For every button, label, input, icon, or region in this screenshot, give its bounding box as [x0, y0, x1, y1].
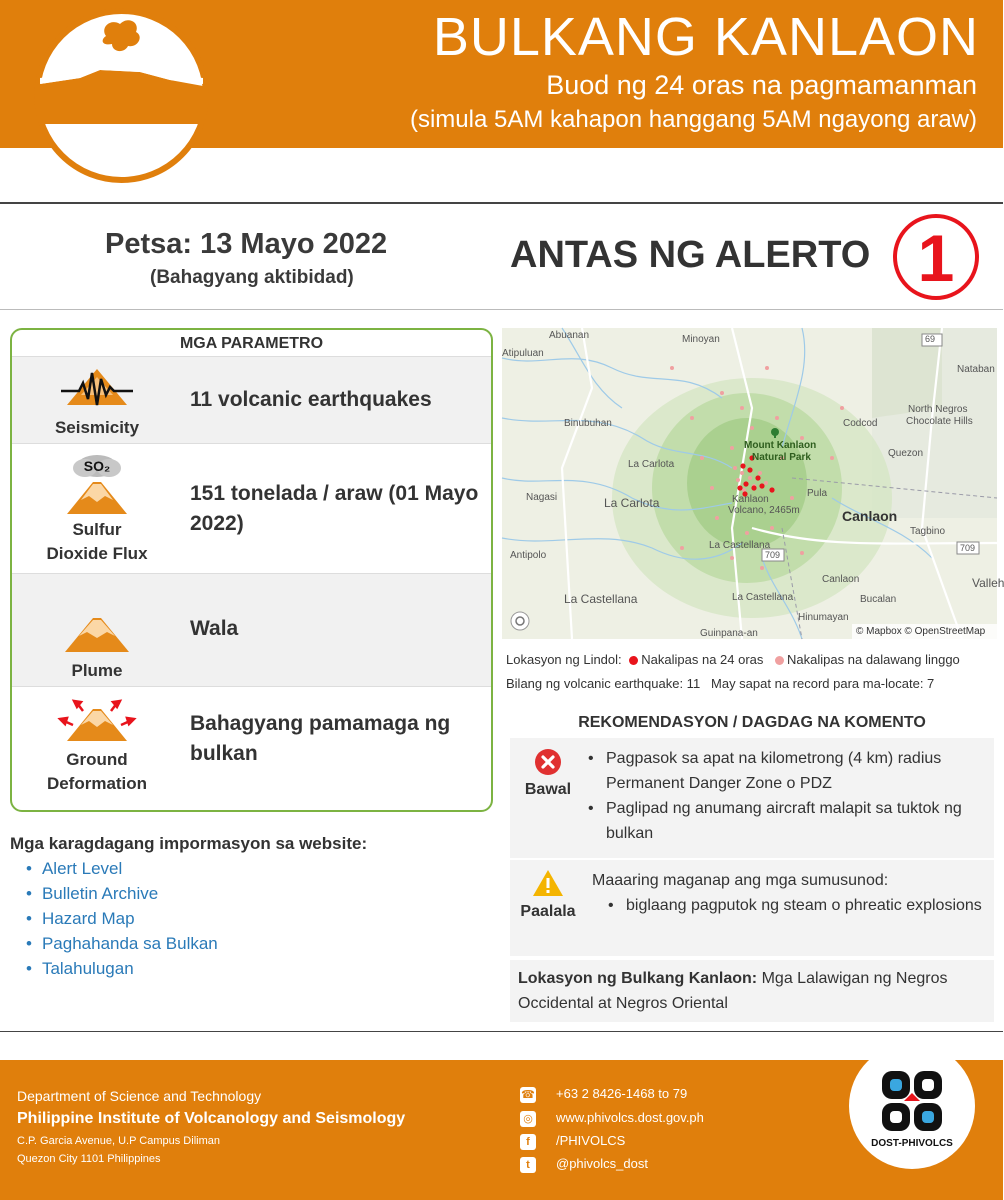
map-label: Codcod: [843, 418, 878, 429]
parameter-value: Wala: [190, 617, 239, 640]
volcano-logo-icon: [34, 8, 209, 183]
parameters-panel: [10, 328, 493, 812]
parameter-label: Sulfur Dioxide Flux: [46, 520, 148, 563]
parameter-label: Ground Deformation: [46, 750, 148, 793]
map-label: Chocolate Hills: [906, 416, 973, 427]
map-label: La Carlota: [628, 459, 675, 470]
seismograph-icon: [61, 365, 133, 411]
footer-facebook[interactable]: /PHIVOLCS: [556, 1133, 626, 1148]
logo-text: DOST-PHIVOLCS: [871, 1138, 953, 1149]
location-label: Lokasyon ng Bulkang Kanlaon:: [518, 970, 758, 987]
map-label: 709: [960, 543, 976, 553]
volcano-location: [510, 960, 994, 1022]
map-attribution[interactable]: © Mapbox © OpenStreetMap: [856, 626, 986, 637]
bulletin-date: Petsa: 13 Mayo 2022: [105, 228, 388, 260]
page-subtitle: Buod ng 24 oras na pagmamanman: [546, 70, 977, 100]
map-label: Abuanan: [549, 330, 590, 341]
earthquake-count: Bilang ng volcanic earthquake: 11 May sapat na record para ma-locate: 7: [506, 676, 935, 691]
paalala-item: • biglaang pagputok ng steam o phreatic explosions: [606, 893, 986, 918]
map-label: Nataban: [957, 364, 995, 375]
recommendations-title: REKOMENDASYON / DAGDAG NA KOMENTO: [578, 714, 926, 731]
map-label: Natural Park: [752, 452, 811, 463]
paalala-label: Paalala: [520, 903, 576, 920]
map-label: Guinpana-an: [700, 628, 758, 639]
bawal-label: Bawal: [524, 781, 572, 798]
deformation-volcano-icon: [59, 699, 135, 743]
legend-recent: Nakalipas na 24 oras: [641, 652, 764, 667]
page-title: BULKANG KANLAON: [432, 7, 979, 67]
activity-level: (Bahagyang aktibidad): [150, 267, 354, 288]
legend-recent-dot: [629, 656, 638, 665]
phivolcs-emblem-icon: [849, 1043, 975, 1169]
map-label: Bucalan: [860, 594, 897, 605]
alert-level-label: ANTAS NG ALERTO: [510, 234, 871, 276]
map-label: Tagbino: [910, 526, 946, 537]
map-label: Mount Kanlaon: [744, 440, 817, 451]
earthquake-map[interactable]: [502, 328, 1004, 639]
so2-badge: SO₂: [83, 458, 111, 474]
phivolcs-logo: [849, 1043, 975, 1169]
more-info-title: Mga karagdagang impormasyon sa website:: [10, 834, 368, 853]
link-talahulugan[interactable]: • Talahulugan: [26, 956, 218, 981]
map-label: Binubuhan: [564, 418, 612, 429]
parameter-value: 11 volcanic earthquakes: [190, 388, 432, 411]
link-hazard-map[interactable]: • Hazard Map: [26, 906, 218, 931]
map-label: Canlaon: [822, 574, 860, 585]
parameter-row-deformation: [12, 686, 491, 812]
parameter-value: 151 tonelada / araw (01 Mayo 2022): [190, 482, 479, 535]
map-label: Valleh: [972, 576, 1004, 590]
header-divider: [0, 202, 1003, 204]
map-label: Canlaon: [842, 508, 898, 524]
parameter-row-plume: [12, 573, 491, 686]
parameter-value: Bahagyang pamamaga ng bulkan: [190, 712, 451, 765]
map-label: La Carlota: [604, 496, 660, 510]
footer-phone: +63 2 8426-1468 to 79: [556, 1086, 688, 1101]
section-divider: [0, 309, 1003, 310]
legend-older-dot: [775, 656, 784, 665]
map-label: La Castellana: [709, 540, 771, 551]
alert-level-badge: 1: [893, 214, 979, 300]
footer-divider: [0, 1031, 1003, 1032]
monitoring-period: (simula 5AM kahapon hanggang 5AM ngayong araw): [409, 106, 977, 133]
map-label: Pula: [807, 488, 828, 499]
bawal-block: [510, 738, 994, 858]
parameter-label: Plume: [71, 661, 123, 680]
prohibited-icon: [534, 748, 562, 776]
parameter-row-seismicity: [12, 356, 491, 443]
legend-older: Nakalipas na dalawang linggo: [787, 652, 960, 667]
footer-twitter[interactable]: @phivolcs_dost: [556, 1156, 648, 1171]
map-label: Kanlaon: [732, 494, 769, 505]
map-label: Hinumayan: [798, 612, 849, 623]
warning-icon: [532, 868, 564, 898]
footer-website[interactable]: www.phivolcs.dost.gov.ph: [556, 1110, 704, 1125]
link-bulletin-archive[interactable]: • Bulletin Archive: [26, 881, 218, 906]
map-label: Minoyan: [682, 334, 720, 345]
map-label: Quezon: [888, 448, 924, 459]
map-label: North Negros: [908, 404, 968, 415]
footer-address: Quezon City 1101 Philippines: [17, 1153, 161, 1165]
map-legend: [506, 652, 960, 667]
paalala-block: [510, 860, 994, 956]
parameters-title: MGA PARAMETRO: [179, 335, 324, 352]
bawal-item: • Pagpasok sa apat na kilometrong (4 km) radius Permanent Danger Zone o PDZ: [586, 746, 986, 796]
link-paghahanda[interactable]: • Paghahanda sa Bulkan: [26, 931, 218, 956]
map-label: Atipuluan: [502, 348, 544, 359]
more-info-links: [26, 856, 218, 981]
parameter-row-so2: [12, 443, 491, 573]
map-label: Nagasi: [526, 492, 558, 503]
parameter-label: Seismicity: [54, 418, 140, 437]
location-value: Mga Lalawigan ng Negros Occidental at Negros Oriental: [518, 970, 948, 1012]
map-label: La Castellana: [564, 592, 638, 606]
twitter-icon: t: [520, 1157, 536, 1173]
facebook-icon: f: [520, 1134, 536, 1150]
paalala-intro: Maaaring maganap ang mga sumusunod:: [592, 872, 889, 889]
legend-prefix: Lokasyon ng Lindol:: [506, 652, 622, 667]
globe-icon: ◎: [520, 1111, 536, 1127]
footer-institute: Philippine Institute of Volcanology and Seismology: [17, 1110, 406, 1127]
map-label: La Castellana: [732, 592, 794, 603]
so2-volcano-icon: [12, 454, 182, 518]
bawal-item: • Paglipad ng anumang aircraft malapit sa tuktok ng bulkan: [586, 796, 986, 846]
map-label: Antipolo: [510, 550, 547, 561]
plume-volcano-icon: [61, 610, 133, 654]
footer-address: C.P. Garcia Avenue, U.P Campus Diliman: [17, 1135, 220, 1147]
map-label: 709: [765, 550, 781, 560]
footer-department: Department of Science and Technology: [17, 1088, 262, 1104]
map-label: Volcano, 2465m: [728, 505, 800, 516]
link-alert-level[interactable]: • Alert Level: [26, 856, 218, 881]
map-label: 69: [925, 334, 936, 344]
phone-icon: ☎: [521, 1088, 535, 1101]
